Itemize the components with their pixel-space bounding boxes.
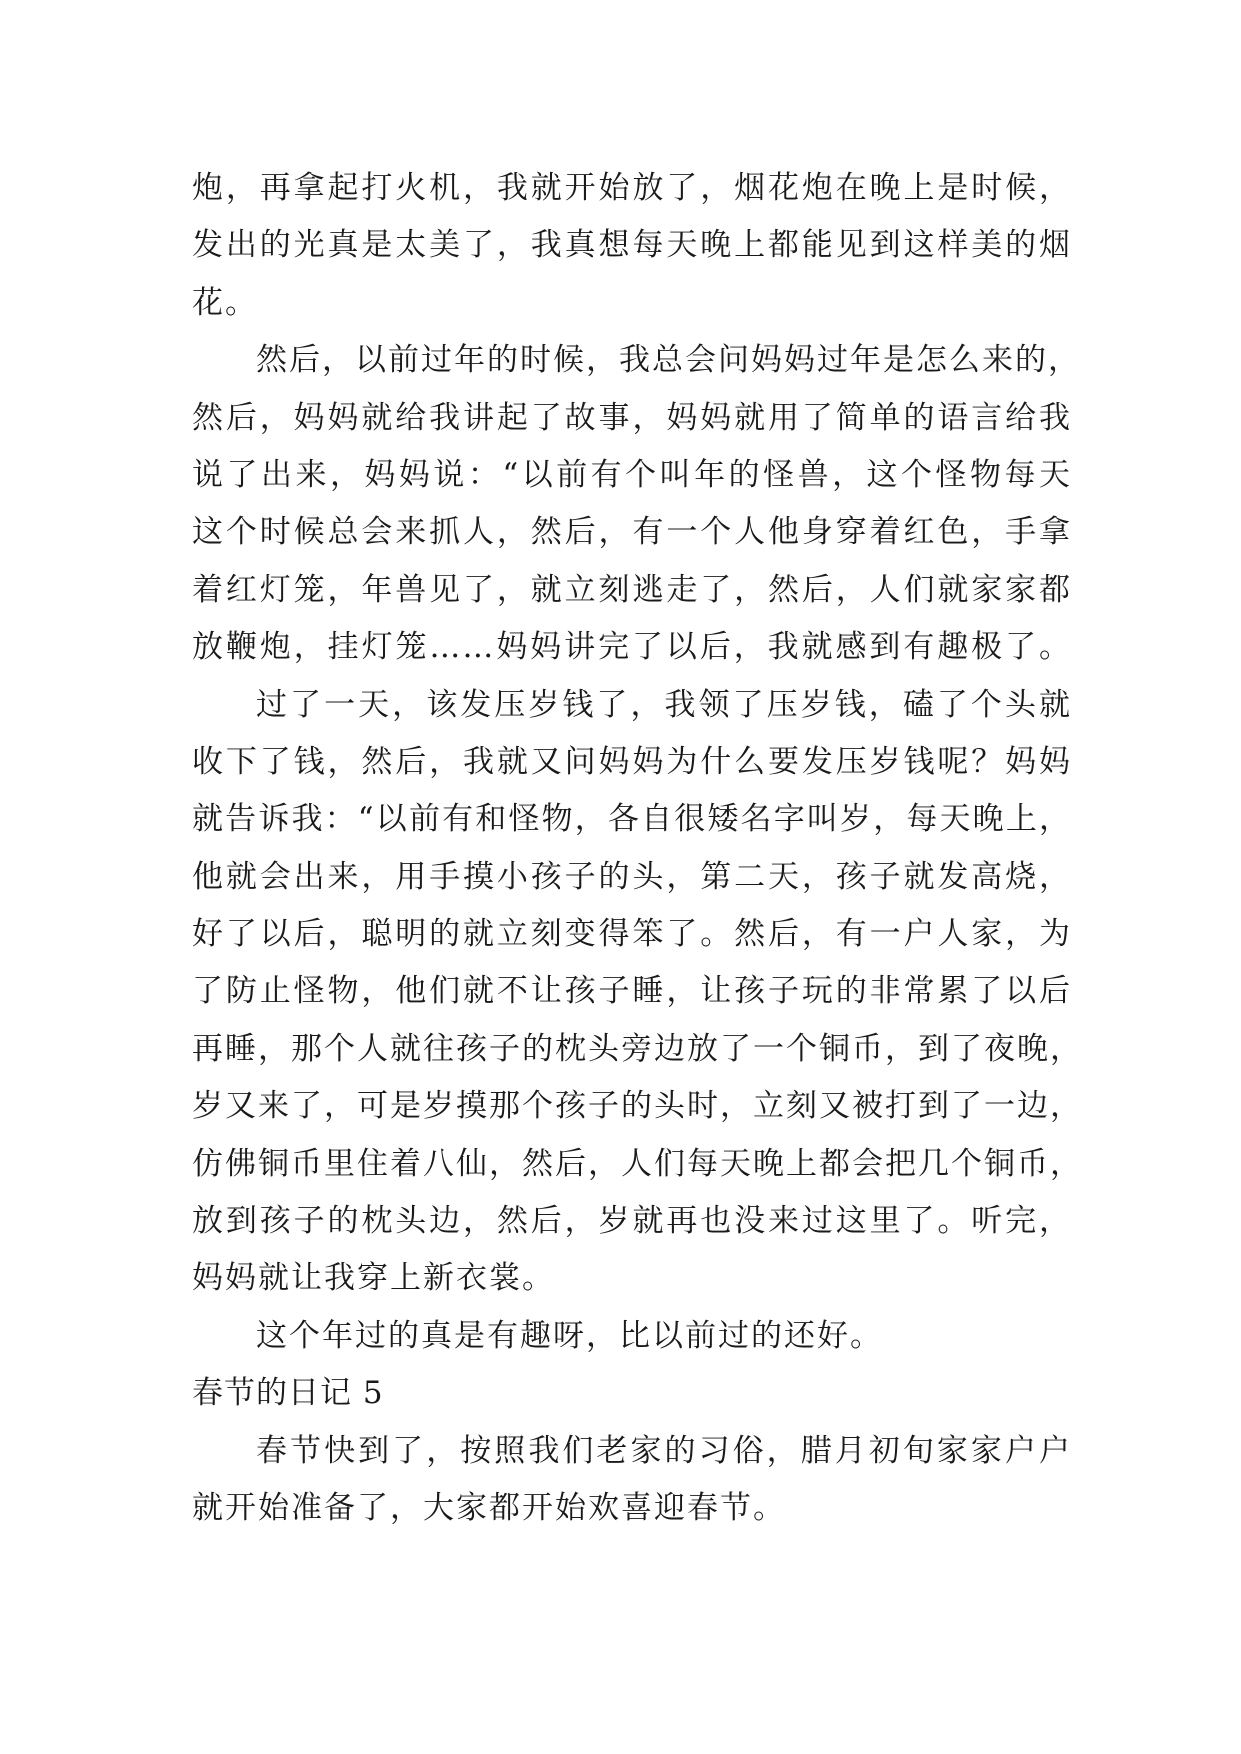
paragraph-line: 过了一天，该发压岁钱了，我领了压岁钱，磕了个头就	[256, 686, 1072, 723]
paragraph-line: 收下了钱，然后，我就又问妈妈为什么要发压岁钱呢？妈妈	[192, 743, 1072, 780]
paragraph-line: 这个时候总会来抓人，然后，有一个人他身穿着红色，手拿	[192, 514, 1072, 551]
paragraph-line: 妈妈就让我穿上新衣裳。	[192, 1260, 555, 1297]
paragraph-line: 好了以后，聪明的就立刻变得笨了。然后，有一户人家，为	[192, 916, 1072, 953]
paragraph-line: 这个年过的真是有趣呀，比以前过的还好。	[256, 1317, 883, 1354]
paragraph-line: 然后，妈妈就给我讲起了故事，妈妈就用了简单的语言给我	[192, 399, 1072, 436]
paragraph-line: 仿佛铜币里住着八仙，然后，人们每天晚上都会把几个铜币，	[192, 1145, 1083, 1182]
paragraph-line: 着红灯笼，年兽见了，就立刻逃走了，然后，人们就家家都	[192, 571, 1072, 608]
paragraph-line: 花。	[192, 284, 258, 321]
document-body	[192, 160, 1083, 1537]
section-heading: 春节的日记 5	[192, 1375, 384, 1412]
paragraph-line: 放鞭炮，挂灯笼……妈妈讲完了以后，我就感到有趣极了。	[192, 629, 1072, 666]
paragraph-line: 了防止怪物，他们就不让孩子睡，让孩子玩的非常累了以后	[192, 973, 1072, 1010]
paragraph-line: 春节快到了，按照我们老家的习俗，腊月初旬家家户户	[256, 1432, 1072, 1469]
paragraph-line: 就开始准备了，大家都开始欢喜迎春节。	[192, 1489, 786, 1526]
paragraph-line: 再睡，那个人就往孩子的枕头旁边放了一个铜币，到了夜晚，	[192, 1030, 1083, 1067]
paragraph-line: 他就会出来，用手摸小孩子的头，第二天，孩子就发高烧，	[192, 858, 1072, 895]
paragraph-line: 就告诉我：“以前有和怪物，各自很矮名字叫岁，每天晚上，	[192, 801, 1072, 838]
paragraph-line: 发出的光真是太美了，我真想每天晚上都能见到这样美的烟	[192, 227, 1072, 264]
paragraph-line: 岁又来了，可是岁摸那个孩子的头时，立刻又被打到了一边，	[192, 1088, 1083, 1125]
paragraph-line: 说了出来，妈妈说：“以前有个叫年的怪兽，这个怪物每天	[192, 456, 1072, 493]
paragraph-line: 炮，再拿起打火机，我就开始放了，烟花炮在晚上是时候，	[192, 170, 1072, 206]
paragraph-line: 放到孩子的枕头边，然后，岁就再也没来过这里了。听完，	[192, 1203, 1072, 1240]
paragraph-line: 然后，以前过年的时候，我总会问妈妈过年是怎么来的，	[256, 342, 1081, 379]
